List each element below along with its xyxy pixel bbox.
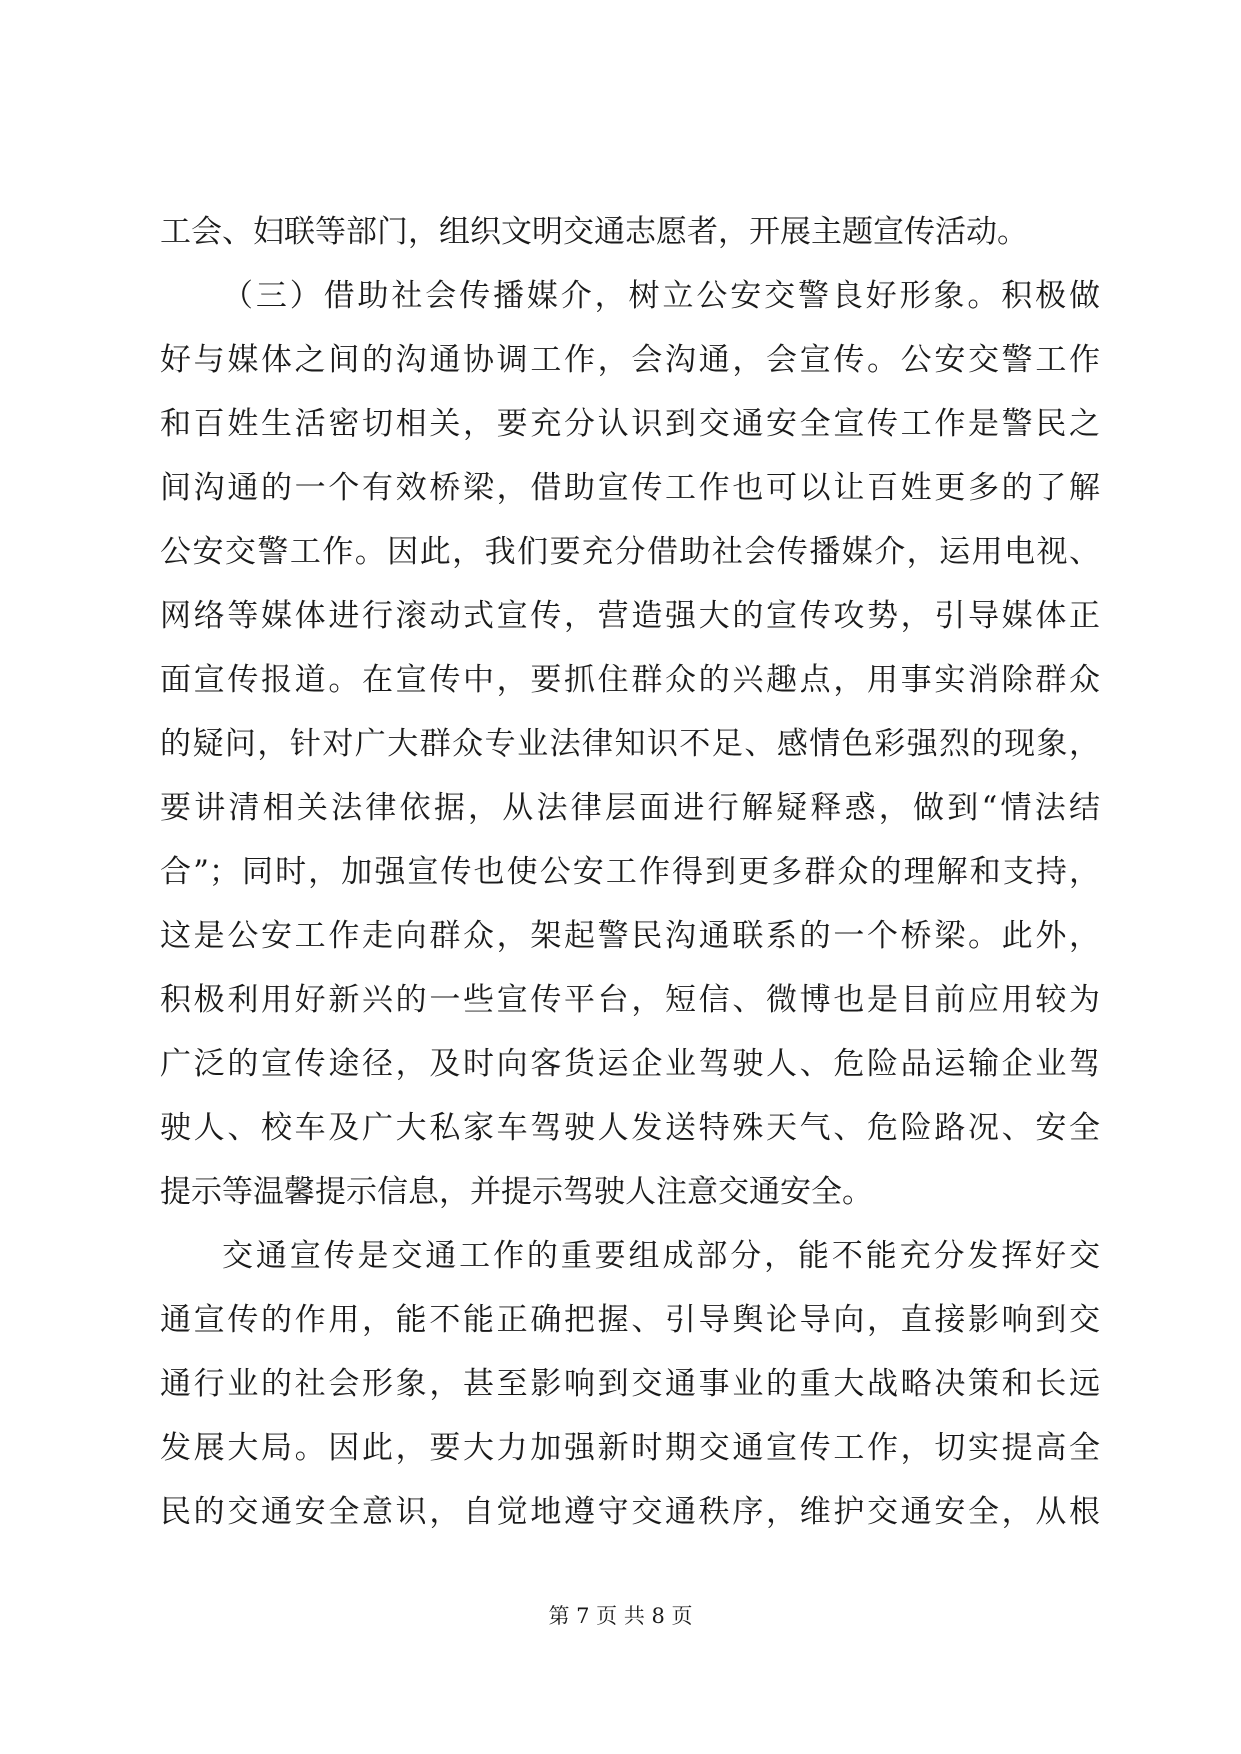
- text-line: 民的交通安全意识，自觉地遵守交通秩序，维护交通安全，从根: [160, 1494, 1100, 1530]
- paragraph: [160, 264, 1100, 1224]
- text-line: 合”；同时，加强宣传也使公安工作得到更多群众的理解和支持，: [160, 854, 1100, 890]
- text-line: 好与媒体之间的沟通协调工作，会沟通，会宣传。公安交警工作: [160, 342, 1100, 378]
- paragraph: [160, 1224, 1100, 1544]
- document-body: [160, 200, 1100, 1544]
- text-line: 要讲清相关法律依据，从法律层面进行解疑释惑，做到“情法结: [160, 790, 1100, 826]
- text-line: 发展大局。因此，要大力加强新时期交通宣传工作，切实提高全: [160, 1430, 1100, 1466]
- text-line: 面宣传报道。在宣传中，要抓住群众的兴趣点，用事实消除群众: [160, 662, 1100, 698]
- text-line: 网络等媒体进行滚动式宣传，营造强大的宣传攻势，引导媒体正: [160, 598, 1100, 634]
- text-line: 交通宣传是交通工作的重要组成部分，能不能充分发挥好交: [222, 1238, 1100, 1274]
- text-line: 和百姓生活密切相关，要充分认识到交通安全宣传工作是警民之: [160, 406, 1100, 442]
- text-line: 提示等温馨提示信息，并提示驾驶人注意交通安全。: [160, 1174, 873, 1210]
- paragraph: [160, 200, 1100, 264]
- text-line: 广泛的宣传途径，及时向客货运企业驾驶人、危险品运输企业驾: [160, 1046, 1100, 1082]
- text-line: 这是公安工作走向群众，架起警民沟通联系的一个桥梁。此外，: [160, 918, 1100, 954]
- text-line: 间沟通的一个有效桥梁，借助宣传工作也可以让百姓更多的了解: [160, 470, 1100, 506]
- text-line: 通宣传的作用，能不能正确把握、引导舆论导向，直接影响到交: [160, 1302, 1100, 1338]
- text-line: 的疑问，针对广大群众专业法律知识不足、感情色彩强烈的现象，: [160, 726, 1100, 762]
- text-line: 通行业的社会形象，甚至影响到交通事业的重大战略决策和长远: [160, 1366, 1100, 1402]
- page-footer: 第 7 页 共 8 页: [548, 1604, 693, 1628]
- text-line: 工会、妇联等部门，组织文明交通志愿者，开展主题宣传活动。: [160, 214, 1028, 250]
- text-line: 驶人、校车及广大私家车驾驶人发送特殊天气、危险路况、安全: [160, 1110, 1100, 1146]
- text-line: （三）借助社会传播媒介，树立公安交警良好形象。积极做: [222, 278, 1100, 314]
- text-line: 公安交警工作。因此，我们要充分借助社会传播媒介，运用电视、: [160, 534, 1100, 570]
- text-line: 积极利用好新兴的一些宣传平台，短信、微博也是目前应用较为: [160, 982, 1100, 1018]
